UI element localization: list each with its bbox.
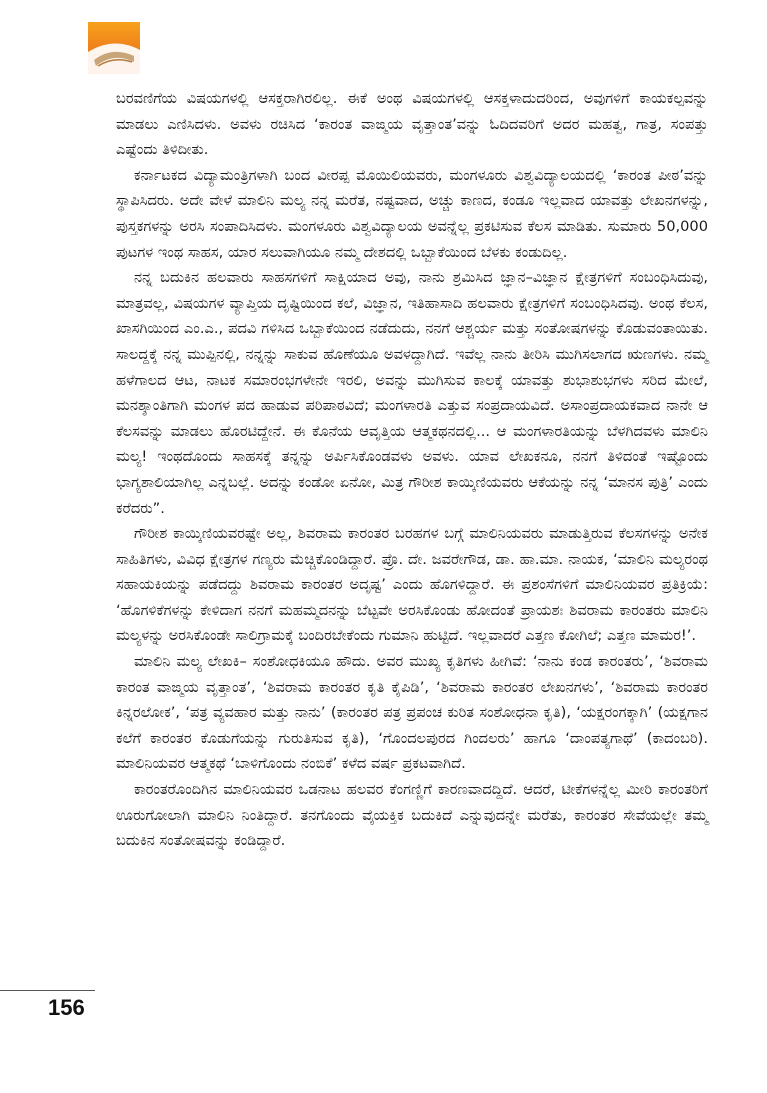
page-number-divider xyxy=(0,990,95,991)
paragraph: ಬರವಣಿಗೆಯ ವಿಷಯಗಳಲ್ಲಿ ಆಸಕ್ತರಾಗಿರಲಿಲ್ಲ. ಈಕೆ ಅಂಥ ವಿಷಯಗಳಲ್ಲಿ ಆಸಕ್ತಳಾದುದರಿಂದ, ಅವುಗಳಿಗೆ ಕಾಯಕಲ್ಪವನ್ನು ಮಾಡಲು ಎಣಿಸಿದಳು. ಅವಳು ರಚಿಸಿದ ‘ಕಾರಂತ ವಾಙ್ಮಯ ವೃತ್ತಾಂತ’ವನ್ನು ಓದಿದವರಿಗೆ ಅದರ ಮಹತ್ವ, ಗಾತ್ರ, ಸಂಪತ್ತು ಎಷ್ಟೆಂದು ತಿಳಿದೀತು. xyxy=(116,90,708,159)
publisher-logo-icon xyxy=(88,22,140,74)
paragraph: ಕಾರಂತರೊಂದಿಗಿನ ಮಾಲಿನಿಯವರ ಒಡನಾಟ ಹಲವರ ಕೆಂಗಣ್ಣಿಗೆ ಕಾರಣವಾದದ್ದಿದೆ. ಆದರೆ, ಟೀಕೆಗಳನ್ನೆಲ್ಲ ಮೀರಿ ಕಾರಂತರಿಗೆ ಊರುಗೋಲಾಗಿ ಮಾಲಿನಿ ನಿಂತಿದ್ದಾರೆ. ತನಗೊಂದು ವೈಯಕ್ತಿಕ ಬದುಕಿದೆ ಎನ್ನುವುದನ್ನೇ ಮರೆತು, ಕಾರಂತರ ಸೇವೆಯಲ್ಲೇ ತಮ್ಮ ಬದುಕಿನ ಸಂತೋಷವನ್ನು ಕಂಡಿದ್ದಾರೆ. xyxy=(116,781,708,850)
page-number: 156 xyxy=(48,995,85,1020)
paragraph: ಗೌರೀಶ ಕಾಯ್ಕಿಣಿಯವರಷ್ಟೇ ಅಲ್ಲ, ಶಿವರಾಮ ಕಾರಂತರ ಬರಹಗಳ ಬಗ್ಗೆ ಮಾಲಿನಿಯವರು ಮಾಡುತ್ತಿರುವ ಕೆಲಸಗಳನ್ನು ಅನೇಕ ಸಾಹಿತಿಗಳು, ವಿವಿಧ ಕ್ಷೇತ್ರಗಳ ಗಣ್ಯರು ಮೆಚ್ಚಿಕೊಂಡಿದ್ದಾರೆ. ಪ್ರೊ. ದೇ. ಜವರೇಗೌಡ, ಡಾ. ಹಾ.ಮಾ. ನಾಯಕ, ‘ಮಾಲಿನಿ ಮಲ್ಯರಂಥ ಸಹಾಯಕಿಯನ್ನು ಪಡೆದದ್ದು ಶಿವರಾಮ ಕಾರಂತರ ಅದೃಷ್ಟ’ ಎಂದು ಹೊಗಳಿದ್ದಾರೆ. ಈ ಪ್ರಶಂಸೆಗಳಿಗೆ ಮಾಲಿನಿಯವರ ಪ್ರತಿಕ್ರಿಯೆ: ‘ಹೊಗಳಿಕೆಗಳನ್ನು ಕೇಳಿದಾಗ ನನಗೆ ಮಹಮ್ಮದನನ್ನು ಬೆಟ್ಟವೇ ಅರಸಿಕೊಂಡು ಹೋದಂತೆ ಪ್ರಾಯಶಃ ಶಿವರಾಮ ಕಾರಂತರು ಮಾಲಿನಿ ಮಲ್ಯಳನ್ನು ಅರಸಿಕೊಂಡೇ ಸಾಲಿಗ್ರಾಮಕ್ಕೆ ಬಂದಿರಬೇಕೆಂದು ಗುಮಾನಿ ಹುಟ್ಟಿದೆ. ಇಲ್ಲವಾದರೆ ಎತ್ತಣ ಕೋಗಿಲೆ; ಎತ್ತಣ ಮಾಮರ!’. xyxy=(116,525,708,645)
paragraph: ಕರ್ನಾಟಕದ ವಿದ್ಯಾಮಂತ್ರಿಗಳಾಗಿ ಬಂದ ವೀರಪ್ಪ ಮೊಯಿಲಿಯವರು, ಮಂಗಳೂರು ವಿಶ್ವವಿದ್ಯಾಲಯದಲ್ಲಿ ‘ಕಾರಂತ ಪೀಠ’ವನ್ನು ಸ್ಥಾಪಿಸಿದರು. ಅದೇ ವೇಳೆ ಮಾಲಿನಿ ಮಲ್ಯ ನನ್ನ ಮರೆತ, ನಷ್ಟವಾದ, ಅಚ್ಚು ಕಾಣದ, ಕಂಡೂ ಇಲ್ಲವಾದ ಯಾವತ್ತು ಲೇಖನಗಳನ್ನು, ಪುಸ್ತಕಗಳನ್ನು ಅರಸಿ ಸಂಪಾದಿಸಿದಳು. ಮಂಗಳೂರು ವಿಶ್ವವಿದ್ಯಾಲಯ ಅವನ್ನೆಲ್ಲ ಪ್ರಕಟಿಸುವ ಕೆಲಸ ಮಾಡಿತು. ಸುಮಾರು 50,000 ಪುಟಗಳ ಇಂಥ ಸಾಹಸ, ಯಾರ ಸಲುವಾಗಿಯೂ ನಮ್ಮ ದೇಶದಲ್ಲಿ ಒಬ್ಬಾಕೆಯಿಂದ ಬೆಳಕು ಕಂಡುದಿಲ್ಲ. xyxy=(116,166,708,261)
sunrise-logo-icon xyxy=(88,22,140,74)
paragraph: ಮಾಲಿನಿ ಮಲ್ಯ ಲೇಖಕಿ– ಸಂಶೋಧಕಿಯೂ ಹೌದು. ಅವರ ಮುಖ್ಯ ಕೃತಿಗಳು ಹೀಗಿವೆ: ‘ನಾನು ಕಂಡ ಕಾರಂತರು’, ‘ಶಿವರಾಮ ಕಾರಂತ ವಾಙ್ಮಯ ವೃತ್ತಾಂತ’, ‘ಶಿವರಾಮ ಕಾರಂತರ ಕೃತಿ ಕೈಪಿಡಿ’, ‘ಶಿವರಾಮ ಕಾರಂತರ ಲೇಖನಗಳು’, ‘ಶಿವರಾಮ ಕಾರಂತರ ಕಿನ್ನರಲೋಕ’, ‘ಪತ್ರ ವ್ಯವಹಾರ ಮತ್ತು ನಾನು’ (ಕಾರಂತರ ಪತ್ರ ಪ್ರಪಂಚ ಕುರಿತ ಸಂಶೋಧನಾ ಕೃತಿ), ‘ಯಕ್ಷರಂಗಕ್ಕಾಗಿ’ (ಯಕ್ಷಗಾನ ಕಲೆಗೆ ಕಾರಂತರ ಕೊಡುಗೆಯನ್ನು ಗುರುತಿಸುವ ಕೃತಿ), ‘ಗೊಂದಲಪುರದ ಗಿಂದಲರು’ ಹಾಗೂ ‘ದಾಂಪತ್ಯಗಾಥೆ’ (ಕಾದಂಬರಿ). ಮಾಲಿನಿಯವರ ಆತ್ಮಕಥೆ ‘ಬಾಳಿಗೊಂದು ನಂಬಿಕೆ’ ಕಳೆದ ವರ್ಷ ಪ್ರಕಟವಾಗಿದೆ. xyxy=(116,653,708,773)
article-body xyxy=(116,86,708,854)
paragraph: ನನ್ನ ಬದುಕಿನ ಹಲವಾರು ಸಾಹಸಗಳಿಗೆ ಸಾಕ್ಷಿಯಾದ ಅವು, ನಾನು ಶ್ರಮಿಸಿದ ಜ್ಞಾನ–ವಿಜ್ಞಾನ ಕ್ಷೇತ್ರಗಳಿಗೆ ಸಂಬಂಧಿಸಿದುವು, ಮಾತ್ರವಲ್ಲ, ವಿಷಯಗಳ ವ್ಯಾಪ್ತಿಯ ದೃಷ್ಟಿಯಿಂದ ಕಲೆ, ವಿಜ್ಞಾನ, ಇತಿಹಾಸಾದಿ ಹಲವಾರು ಕ್ಷೇತ್ರಗಳಿಗೆ ಸಂಬಂಧಿಸಿದವು. ಅಂಥ ಕೆಲಸ, ಖಾಸಗಿಯಿಂದ ಎಂ.ಎ., ಪದವಿ ಗಳಿಸಿದ ಒಬ್ಬಾಕೆಯಿಂದ ನಡೆದುದು, ನನಗೆ ಆಶ್ಚರ್ಯ ಮತ್ತು ಸಂತೋಷಗಳನ್ನು ಕೊಡುವಂತಾಯಿತು. ಸಾಲದ್ದಕ್ಕೆ ನನ್ನ ಮುಪ್ಪಿನಲ್ಲಿ, ನನ್ನನ್ನು ಸಾಕುವ ಹೊಣೆಯೂ ಅವಳದ್ದಾಗಿದೆ. ಇವೆಲ್ಲ ನಾನು ತೀರಿಸಿ ಮುಗಿಸಲಾಗದ ಋಣಗಳು. ನಮ್ಮ ಹಳೆಗಾಲದ ಆಟ, ನಾಟಕ ಸಮಾರಂಭಗಳೇನೇ ಇರಲಿ, ಅವನ್ನು ಮುಗಿಸುವ ಕಾಲಕ್ಕೆ ಯಾವತ್ತು ಶುಭಾಶುಭಗಳು ಸರಿದ ಮೇಲೆ, ಮನಶ್ಶಾಂತಿಗಾಗಿ ಮಂಗಳ ಪದ ಹಾಡುವ ಪರಿಪಾಠವಿದೆ; ಮಂಗಳಾರತಿ ಎತ್ತುವ ಸಂಪ್ರದಾಯವಿದೆ. ಅಸಾಂಪ್ರದಾಯಕವಾದ ನಾನೇ ಆ ಕೆಲಸವನ್ನು ಮಾಡಲು ಹೊರಟಿದ್ದೇನೆ. ಈ ಕೊನೆಯ ಆವೃತ್ತಿಯ ಆತ್ಮಕಥನದಲ್ಲಿ... ಆ ಮಂಗಳಾರತಿಯನ್ನು ಬೆಳಗಿದವಳು ಮಾಲಿನಿ ಮಲ್ಯ! ಇಂಥದೊಂದು ಸಾಹಸಕ್ಕೆ ತನ್ನನ್ನು ಅರ್ಪಿಸಿಕೊಂಡವಳು ಅವಳು. ಯಾವ ಲೇಖಕನೂ, ನನಗೆ ತಿಳಿದಂತೆ ಇಷ್ಟೊಂದು ಭಾಗ್ಯಶಾಲಿಯಾಗಿಲ್ಲ ಎನ್ನಬಲ್ಲೆ. ಅದನ್ನು ಕಂಡೋ ಏನೋ, ಮಿತ್ರ ಗೌರೀಶ ಕಾಯ್ಕಿಣಿಯವರು ಆಕೆಯನ್ನು ನನ್ನ ‘ಮಾನಸ ಪುತ್ರಿ’ ಎಂದು ಕರೆದರು”. xyxy=(116,269,708,517)
